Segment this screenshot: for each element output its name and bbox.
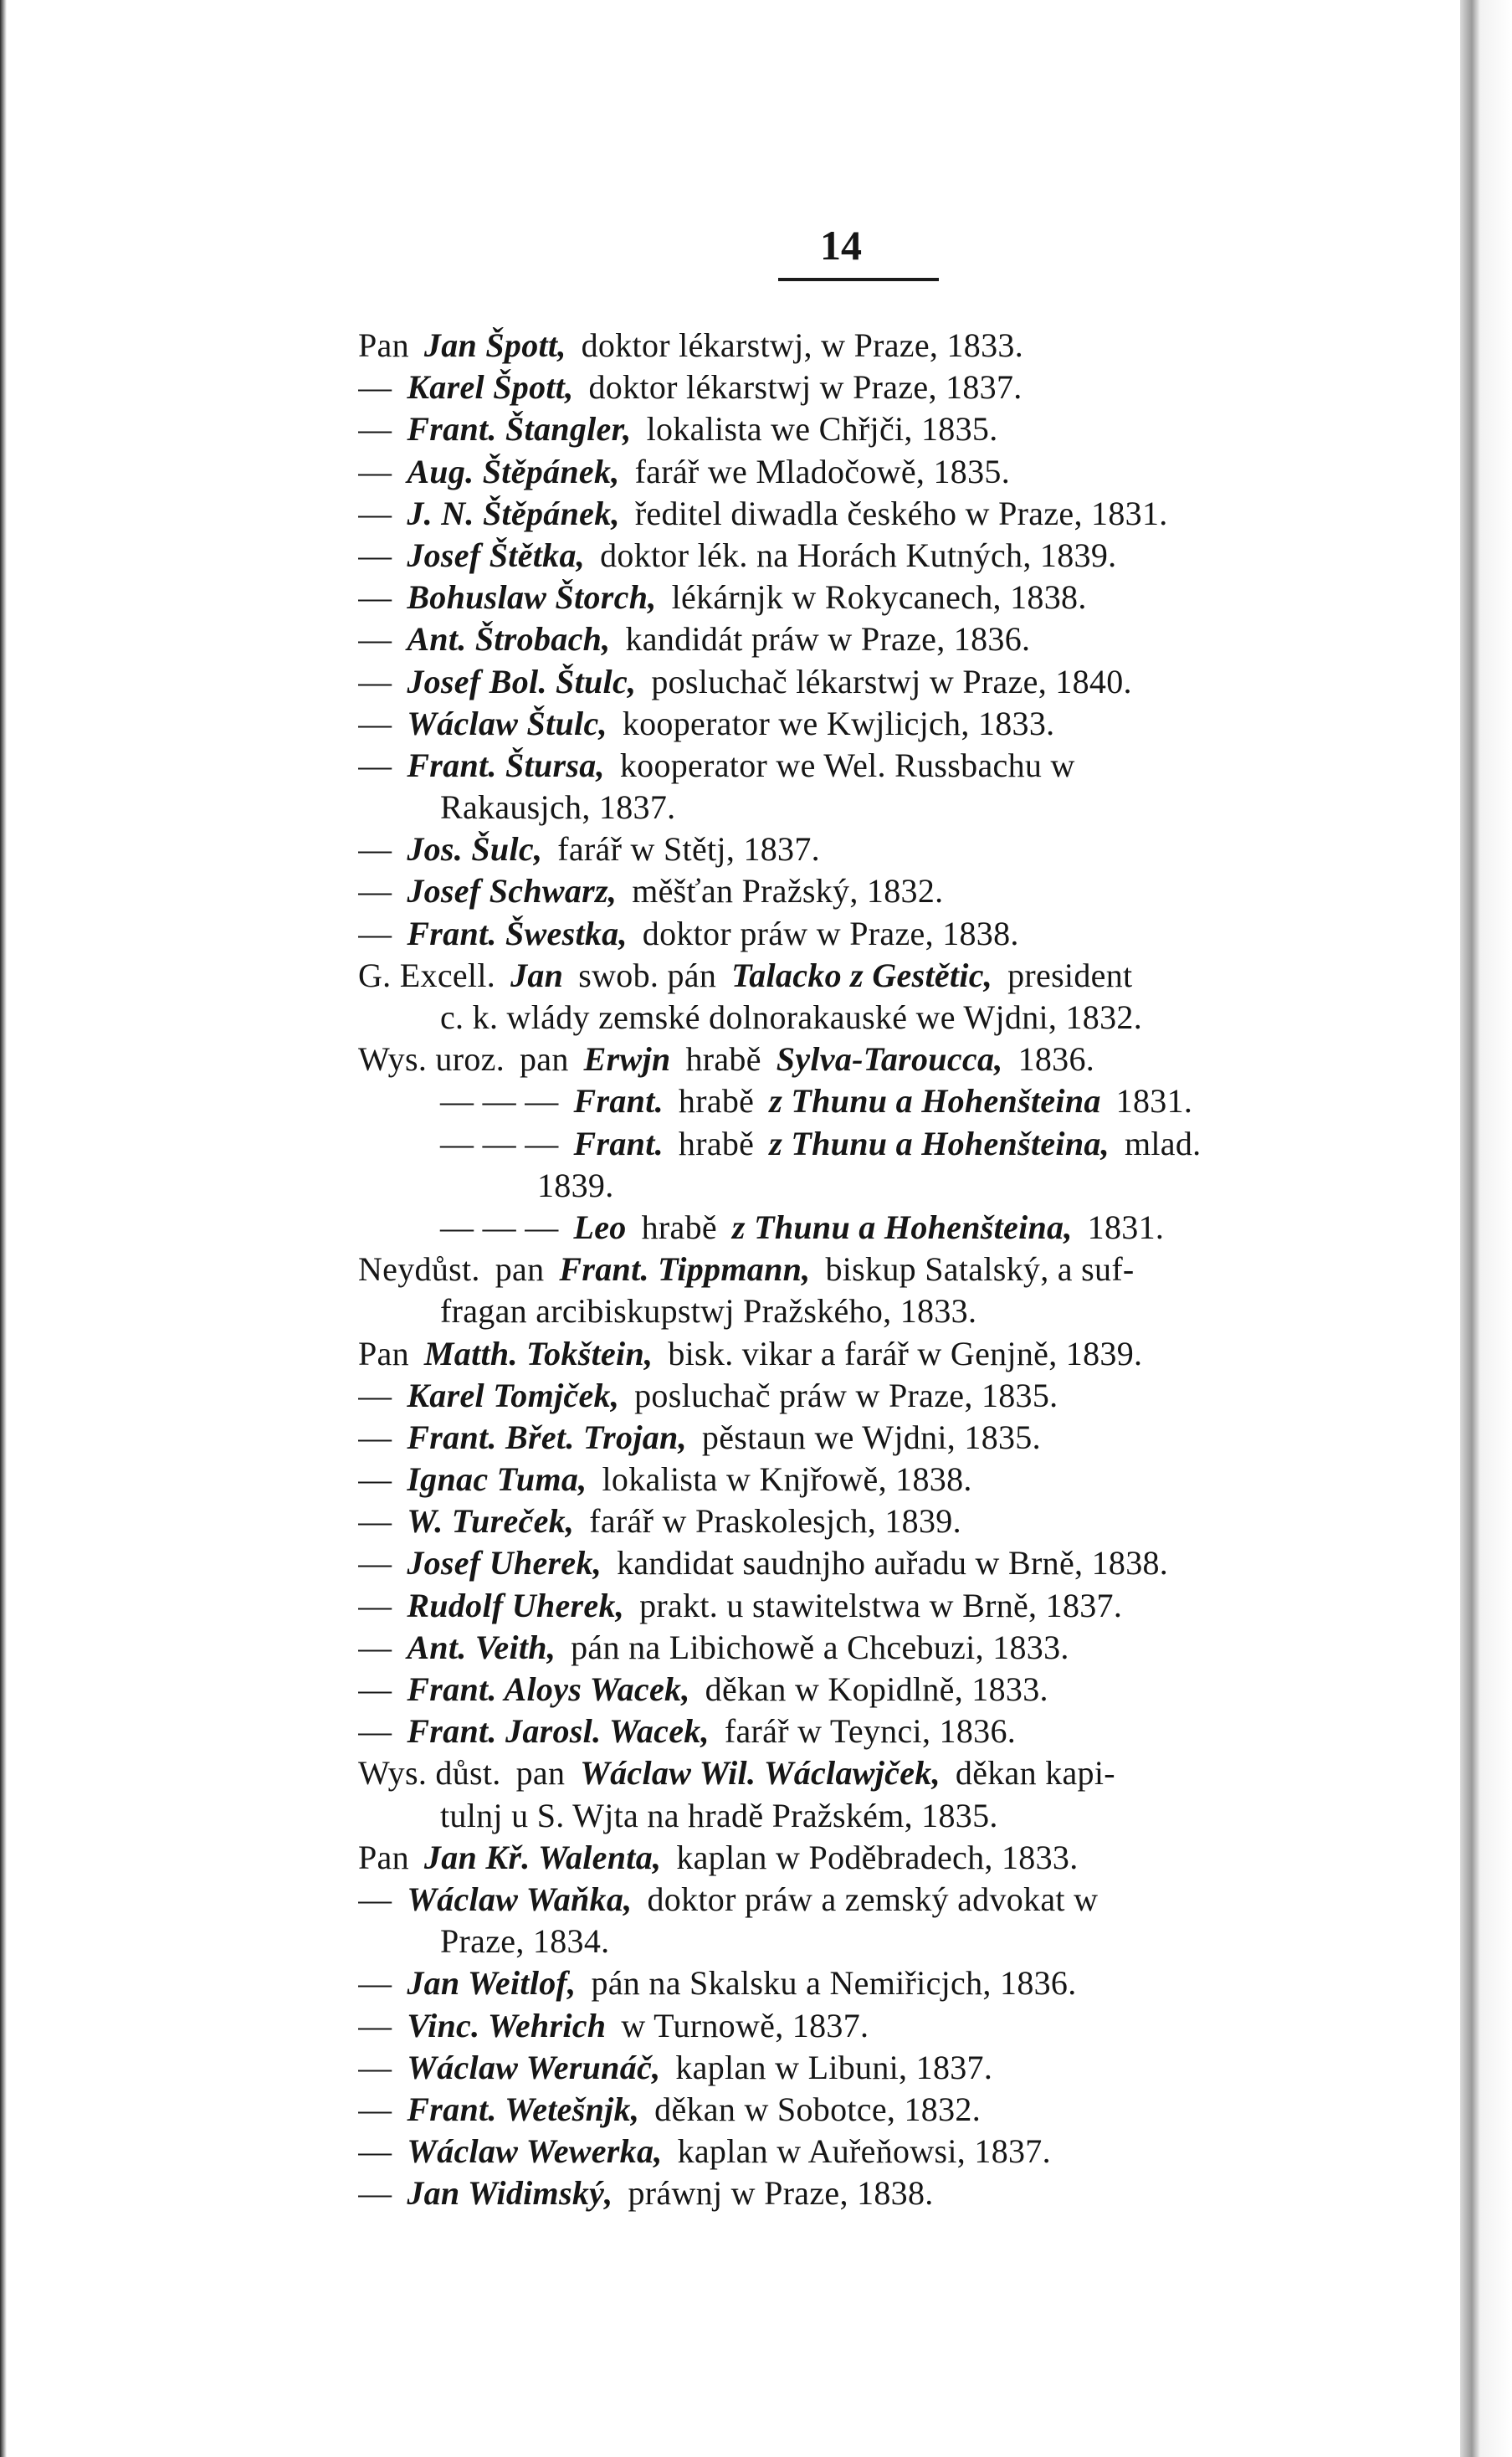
entry-text: prakt. u stawitelstwa w Brně, 1837.	[639, 1586, 1123, 1624]
person-name: Matth. Tokštein,	[423, 1334, 653, 1372]
list-item	[358, 1711, 1330, 1752]
entry-text: kooperator we Kwjlicjch, 1833.	[622, 704, 1055, 742]
line-lead: G. Excell.	[358, 956, 496, 994]
person-name: Erwjn	[583, 1040, 671, 1079]
person-name: Ignac Tuma,	[407, 1460, 587, 1499]
list-item	[358, 1417, 1330, 1459]
list-item	[358, 745, 1330, 787]
entry-text: Praze, 1834.	[440, 1922, 610, 1961]
list-item	[358, 1585, 1330, 1627]
entry-text: mlad.	[1124, 1124, 1202, 1162]
person-name: Rudolf Uherek,	[407, 1586, 625, 1624]
entry-text: pěstaun we Wjdni, 1835.	[701, 1418, 1041, 1456]
line-lead: —	[358, 704, 392, 742]
person-name: Josef Schwarz,	[407, 872, 618, 910]
list-item	[358, 1795, 1330, 1837]
entry-text: 1836.	[1017, 1040, 1095, 1079]
entry-text: kaplan w Auřeňowsi, 1837.	[677, 2132, 1051, 2171]
entry-text: farář w Teynci, 1836.	[724, 1712, 1017, 1751]
person-name: Frant. Jarosl. Wacek,	[407, 1712, 710, 1751]
person-name: Ant. Veith,	[407, 1628, 556, 1666]
line-lead: —	[358, 1628, 392, 1666]
line-lead: —	[358, 1376, 392, 1414]
person-name: Jan Kř. Walenta,	[423, 1838, 662, 1876]
list-item	[358, 1249, 1330, 1290]
entry-text: děkan w Kopidlně, 1833.	[705, 1670, 1048, 1708]
entry-text: práwnj w Praze, 1838.	[628, 2174, 934, 2213]
person-name: Frant. Štursa,	[407, 746, 605, 784]
person-name: Frant. Tippmann,	[559, 1250, 811, 1289]
person-name: Frant.	[573, 1124, 664, 1162]
line-lead: —	[358, 1544, 392, 1582]
entry-text: doktor práw w Praze, 1838.	[642, 914, 1019, 952]
list-item	[358, 661, 1330, 703]
person-name: z Thunu a Hohenšteina	[769, 1082, 1101, 1121]
page-number-rule	[778, 278, 939, 281]
page-number: 14	[820, 222, 862, 269]
line-lead: — — —	[440, 1082, 559, 1121]
person-name: Karel Špott,	[407, 368, 574, 407]
list-item	[358, 1962, 1330, 2004]
entry-text: kandidat saudnjho auřadu w Brně, 1838.	[617, 1544, 1169, 1582]
line-lead: — — —	[440, 1124, 559, 1162]
person-name: Frant.	[573, 1082, 664, 1121]
list-item	[358, 1879, 1330, 1921]
line-lead: —	[358, 1880, 392, 1918]
entry-text: děkan w Sobotce, 1832.	[654, 2090, 982, 2128]
entry-text: pan	[495, 1250, 545, 1289]
person-name: Karel Tomjček,	[407, 1376, 620, 1414]
entry-text: lékárnjk w Rokycanech, 1838.	[671, 578, 1087, 617]
list-item	[358, 535, 1330, 577]
person-name: Vinc. Wehrich	[407, 2006, 607, 2044]
list-item	[358, 1080, 1330, 1122]
entry-text: Rakausjch, 1837.	[440, 788, 676, 827]
line-lead: — — —	[440, 1208, 559, 1246]
list-item	[358, 787, 1330, 828]
list-item	[358, 408, 1330, 450]
entry-text: 1839.	[537, 1166, 614, 1204]
person-name: Frant. Aloys Wacek,	[407, 1670, 690, 1708]
list-item	[358, 1921, 1330, 1962]
list-item	[358, 1542, 1330, 1584]
line-lead: —	[358, 494, 392, 532]
line-lead: —	[358, 410, 392, 449]
entry-text: hrabě	[678, 1124, 755, 1162]
person-name: Talacko z Gestětic,	[731, 956, 993, 994]
entry-text: posluchač lékarstwj w Praze, 1840.	[651, 662, 1132, 700]
entry-text: fragan arcibiskupstwj Pražského, 1833.	[440, 1292, 977, 1331]
list-item	[358, 325, 1330, 367]
person-name: W. Tureček,	[407, 1502, 575, 1541]
entry-text: hrabě	[641, 1208, 717, 1246]
list-item	[358, 1333, 1330, 1375]
list-item	[358, 2005, 1330, 2047]
line-lead: —	[358, 1502, 392, 1541]
list-item	[358, 577, 1330, 618]
entry-text: hrabě	[685, 1040, 761, 1079]
entry-text: 1831.	[1087, 1208, 1165, 1246]
subscriber-list	[358, 325, 1330, 2214]
entry-text: kooperator we Wel. Russbachu w	[619, 746, 1075, 784]
person-name: J. N. Štěpánek,	[407, 494, 620, 532]
list-item	[358, 1375, 1330, 1417]
line-lead: —	[358, 830, 392, 869]
list-item	[358, 870, 1330, 912]
entry-text: posluchač práw w Praze, 1835.	[634, 1376, 1058, 1414]
line-lead: —	[358, 1670, 392, 1708]
person-name: Jan Špott,	[423, 326, 566, 364]
list-item	[358, 1207, 1330, 1249]
entry-text: farář w Stětj, 1837.	[557, 830, 820, 869]
line-lead: —	[358, 2090, 392, 2128]
entry-text: pán na Skalsku a Nemiřicjch, 1836.	[591, 1964, 1077, 2003]
entry-text: c. k. wlády zemské dolnorakauské we Wjdni, 1832.	[440, 998, 1143, 1036]
entry-text: lokalista w Knjřowě, 1838.	[602, 1460, 972, 1499]
list-item	[358, 703, 1330, 745]
entry-text: měšťan Pražský, 1832.	[632, 872, 944, 910]
entry-text: kaplan w Poděbradech, 1833.	[676, 1838, 1079, 1876]
list-item	[358, 1459, 1330, 1500]
entry-text: bisk. vikar a farář w Genjně, 1839.	[668, 1334, 1143, 1372]
list-item	[358, 913, 1330, 955]
entry-text: biskup Satalský, a suf-	[825, 1250, 1135, 1289]
line-lead: —	[358, 1586, 392, 1624]
line-lead: —	[358, 2048, 392, 2086]
entry-text: pan	[515, 1754, 566, 1793]
line-lead: —	[358, 1460, 392, 1499]
entry-text: doktor lékarstwj w Praze, 1837.	[588, 368, 1023, 407]
entry-text: president	[1007, 956, 1133, 994]
list-item	[358, 1039, 1330, 1080]
person-name: z Thunu a Hohenšteina,	[769, 1124, 1110, 1162]
entry-text: kandidát práw w Praze, 1836.	[625, 620, 1031, 659]
line-lead: —	[358, 536, 392, 574]
person-name: Wáclaw Waňka,	[407, 1880, 633, 1918]
entry-text: tulnj u S. Wjta na hradě Pražském, 1835.	[440, 1796, 998, 1834]
list-item	[358, 1627, 1330, 1669]
line-lead: —	[358, 1712, 392, 1751]
line-lead: —	[358, 2006, 392, 2044]
line-lead: —	[358, 578, 392, 617]
list-item	[358, 493, 1330, 535]
list-item	[358, 2172, 1330, 2214]
list-item	[358, 1500, 1330, 1542]
entry-text: pán na Libichowě a Chcebuzi, 1833.	[571, 1628, 1069, 1666]
person-name: Jan Weitlof,	[407, 1964, 577, 2003]
person-name: Aug. Štěpánek,	[407, 452, 620, 490]
list-item	[358, 1290, 1330, 1332]
line-lead: Wys. uroz.	[358, 1040, 505, 1079]
line-lead: —	[358, 662, 392, 700]
entry-text: ředitel diwadla českého w Praze, 1831.	[634, 494, 1168, 532]
entry-text: hrabě	[678, 1082, 755, 1121]
line-lead: Neydůst.	[358, 1250, 480, 1289]
line-lead: —	[358, 452, 392, 490]
line-lead: Wys. důst.	[358, 1754, 501, 1793]
list-item	[358, 2089, 1330, 2131]
person-name: Wáclaw Wil. Wáclawjček,	[580, 1754, 941, 1793]
person-name: Sylva-Taroucca,	[776, 1040, 1003, 1079]
person-name: Frant. Štangler,	[407, 410, 632, 449]
entry-text: kaplan w Libuni, 1837.	[675, 2048, 993, 2086]
person-name: Josef Štětka,	[407, 536, 586, 574]
entry-text: farář we Mladočowě, 1835.	[634, 452, 1010, 490]
line-lead: Pan	[358, 1838, 409, 1876]
entry-text: lokalista we Chřjči, 1835.	[646, 410, 998, 449]
list-item	[358, 1165, 1330, 1207]
person-name: Wáclaw Štulc,	[407, 704, 607, 742]
list-item	[358, 2131, 1330, 2172]
person-name: z Thunu a Hohenšteina,	[731, 1208, 1073, 1246]
entry-text: doktor lékarstwj, w Praze, 1833.	[581, 326, 1023, 364]
line-lead: —	[358, 872, 392, 910]
list-item	[358, 451, 1330, 493]
person-name: Frant. Wetešnjk,	[407, 2090, 640, 2128]
line-lead: —	[358, 746, 392, 784]
list-item	[358, 1752, 1330, 1794]
person-name: Jan Widimský,	[407, 2174, 613, 2213]
list-item	[358, 997, 1330, 1039]
entry-text: w Turnowě, 1837.	[621, 2006, 869, 2044]
list-item	[358, 1123, 1330, 1165]
line-lead: Pan	[358, 1334, 409, 1372]
entry-text: farář w Praskolesjch, 1839.	[589, 1502, 961, 1541]
list-item	[358, 828, 1330, 870]
entry-text: swob. pán	[578, 956, 717, 994]
list-item	[358, 955, 1330, 997]
line-lead: —	[358, 2132, 392, 2171]
person-name: Josef Uherek,	[407, 1544, 602, 1582]
person-name: Josef Bol. Štulc,	[407, 662, 637, 700]
person-name: Frant. Šwestka,	[407, 914, 628, 952]
line-lead: —	[358, 620, 392, 659]
entry-text: 1831.	[1115, 1082, 1193, 1121]
line-lead: —	[358, 368, 392, 407]
line-lead: Pan	[358, 326, 409, 364]
entry-text: doktor práw a zemský advokat w	[647, 1880, 1099, 1918]
person-name: Ant. Štrobach,	[407, 620, 611, 659]
person-name: Frant. Břet. Trojan,	[407, 1418, 687, 1456]
list-item	[358, 1837, 1330, 1879]
list-item	[358, 618, 1330, 660]
line-lead: —	[358, 914, 392, 952]
entry-text: děkan kapi-	[955, 1754, 1115, 1793]
person-name: Leo	[573, 1208, 627, 1246]
list-item	[358, 2047, 1330, 2089]
person-name: Jos. Šulc,	[407, 830, 543, 869]
entry-text: pan	[520, 1040, 569, 1079]
list-item	[358, 1669, 1330, 1711]
person-name: Wáclaw Wewerka,	[407, 2132, 663, 2171]
entry-text: doktor lék. na Horách Kutných, 1839.	[600, 536, 1117, 574]
line-lead: —	[358, 1418, 392, 1456]
line-lead: —	[358, 2174, 392, 2213]
person-name: Jan	[510, 956, 564, 994]
line-lead: —	[358, 1964, 392, 2003]
person-name: Wáclaw Werunáč,	[407, 2048, 661, 2086]
list-item	[358, 367, 1330, 408]
person-name: Bohuslaw Štorch,	[407, 578, 657, 617]
